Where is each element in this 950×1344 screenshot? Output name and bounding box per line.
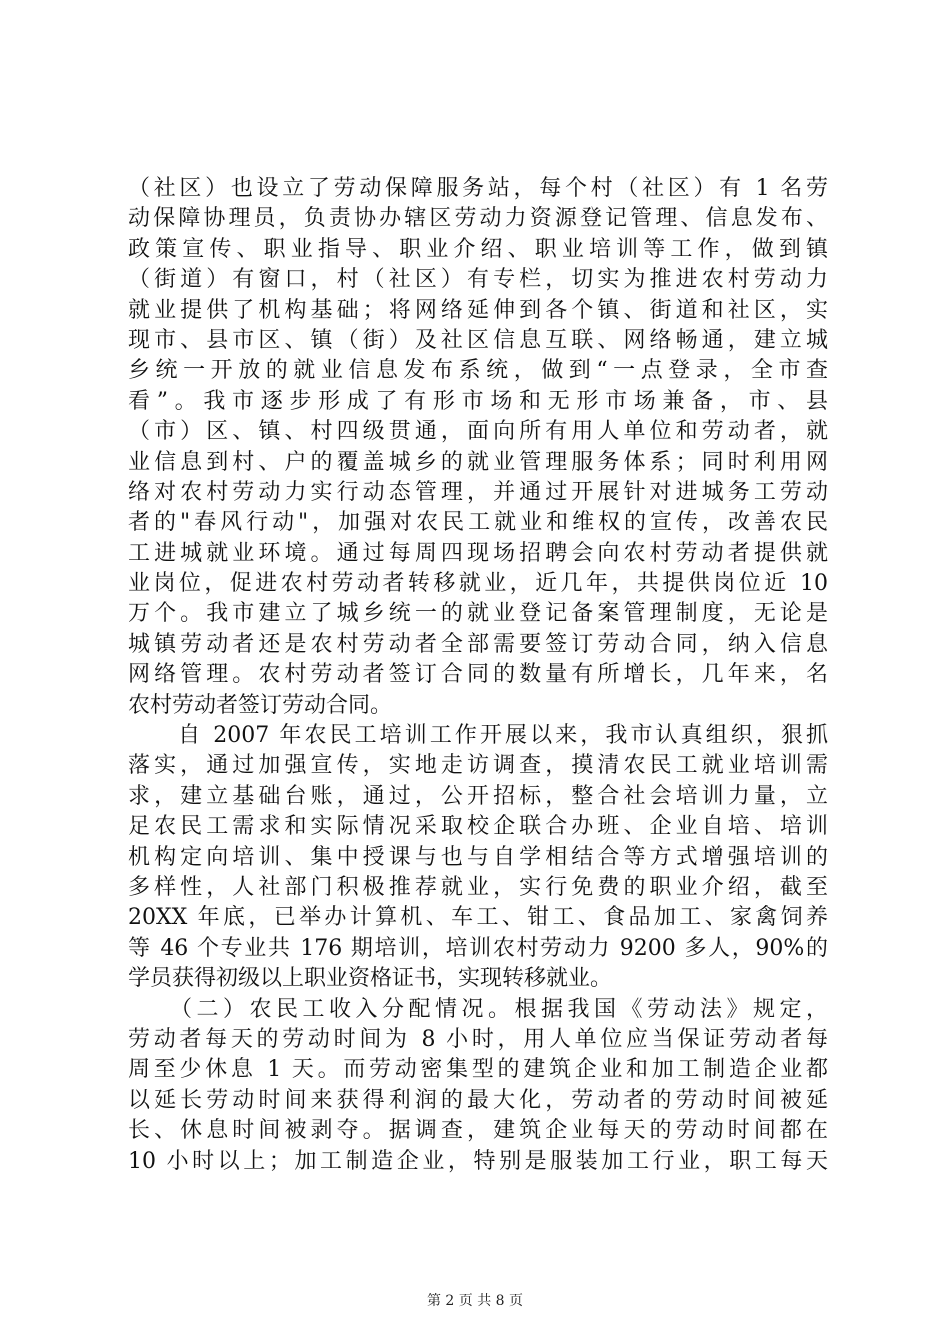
text-line: 劳动者每天的劳动时间为 8 小时，用人单位应当保证劳动者每 (128, 1026, 828, 1052)
text-line: 求，建立基础台账，通过，公开招标，整合社会培训力量，立 (128, 783, 828, 809)
text-line: 农村劳动者签订劳动合同。 (128, 692, 393, 718)
text-line: 20XX 年底，已举办计算机、车工、钳工、食品加工、家禽饲养 (128, 905, 828, 931)
text-line: （街道）有窗口，村（社区）有专栏，切实为推进农村劳动力 (128, 267, 828, 293)
text-line: 业信息到村、户的覆盖城乡的就业管理服务体系；同时利用网 (128, 449, 828, 475)
text-line: 自 2007 年农民工培训工作开展以来，我市认真组织，狠抓 (128, 723, 828, 749)
body-text (128, 174, 828, 1177)
text-line: （二）农民工收入分配情况。根据我国《劳动法》规定， (128, 996, 828, 1022)
text-line: 网络管理。农村劳动者签订合同的数量有所增长，几年来，名 (128, 662, 828, 688)
text-line: 络对农村劳动力实行动态管理，并通过开展针对进城务工劳动 (128, 479, 828, 505)
text-line: 足农民工需求和实际情况采取校企联合办班、企业自培、培训 (128, 814, 828, 840)
text-line: 学员获得初级以上职业资格证书，实现转移就业。 (128, 966, 613, 992)
text-line: 落实，通过加强宣传，实地走访调查，摸清农民工就业培训需 (128, 753, 828, 779)
text-line: 万个。我市建立了城乡统一的就业登记备案管理制度，无论是 (128, 601, 828, 627)
text-line: 长、休息时间被剥夺。据调查，建筑企业每天的劳动时间都在 (128, 1118, 828, 1144)
text-line: （市）区、镇、村四级贯通，面向所有用人单位和劳动者，就 (128, 419, 828, 445)
text-line: 乡统一开放的就业信息发布系统，做到“一点登录，全市查 (128, 358, 828, 384)
text-line: 机构定向培训、集中授课与也与自学相结合等方式增强培训的 (128, 844, 828, 870)
text-line: 10 小时以上；加工制造企业，特别是服装加工行业，职工每天 (128, 1148, 828, 1174)
text-line: 以延长劳动时间来获得利润的最大化，劳动者的劳动时间被延 (128, 1087, 828, 1113)
text-line: 看”。我市逐步形成了有形市场和无形市场兼备，市、县 (128, 388, 828, 414)
text-line: 动保障协理员，负责协办辖区劳动力资源登记管理、信息发布、 (128, 206, 828, 232)
text-line: （社区）也设立了劳动保障服务站，每个村（社区）有 1 名劳 (128, 176, 828, 201)
text-line: 业岗位，促进农村劳动者转移就业，近几年，共提供岗位近 10 (128, 571, 828, 597)
text-line: 就业提供了机构基础；将网络延伸到各个镇、街道和社区，实 (128, 297, 828, 323)
page-number-footer: 第 2 页 共 8 页 (426, 1293, 524, 1309)
text-line: 周至少休息 1 天。而劳动密集型的建筑企业和加工制造企业都 (128, 1057, 828, 1083)
text-line: 工进城就业环境。通过每周四现场招聘会向农村劳动者提供就 (128, 540, 828, 566)
text-line: 多样性，人社部门积极推荐就业，实行免费的职业介绍，截至 (128, 874, 828, 900)
text-line: 城镇劳动者还是农村劳动者全部需要签订劳动合同，纳入信息 (128, 631, 828, 657)
text-line: 等 46 个专业共 176 期培训，培训农村劳动力 9200 多人，90%的 (128, 935, 828, 961)
text-line: 政策宣传、职业指导、职业介绍、职业培训等工作，做到镇 (128, 236, 828, 262)
text-line: 者的"春风行动"，加强对农民工就业和维权的宣传，改善农民 (128, 510, 828, 536)
text-line: 现市、县市区、镇（街）及社区信息互联、网络畅通，建立城 (128, 327, 828, 353)
